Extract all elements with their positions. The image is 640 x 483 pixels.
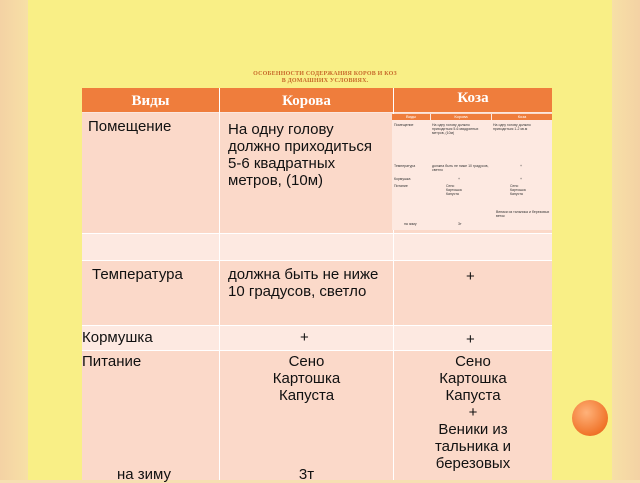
- mini-feeder-goat: +: [520, 177, 523, 181]
- food-goat-item: Капуста: [445, 387, 501, 404]
- food-goat-item: Сено: [455, 353, 491, 370]
- mini-header-cow: Корова: [431, 114, 491, 120]
- food-cow-item: Капуста: [278, 387, 335, 404]
- row-room-label: Помещение: [88, 118, 172, 135]
- embedded-table-thumbnail: [392, 114, 552, 230]
- row-divider: [82, 260, 552, 261]
- header-goat-label: Коза: [457, 90, 489, 106]
- slide-right-border: [612, 0, 640, 480]
- food-goat-item: +: [468, 404, 478, 421]
- row-divider: [82, 350, 552, 351]
- food-goat-item: тальника и: [434, 438, 512, 455]
- header-species-label: Виды: [131, 93, 170, 109]
- food-cow-item: Картошка: [272, 370, 341, 387]
- slide-title-line2: В ДОМАШНИХ УСЛОВИЯХ.: [281, 78, 369, 84]
- mini-feeder-label: Кормушка: [394, 177, 411, 181]
- row-room-cow: На одну голову должно приходиться 5-6 квадратных метров, (10м): [228, 121, 372, 189]
- food-goat-item: Веники из: [438, 421, 508, 438]
- mini-food-label: Питание: [394, 184, 408, 188]
- row-feeder-cow: +: [300, 329, 309, 346]
- mini-winter-cow: 3т: [458, 222, 462, 226]
- row-divider: [82, 233, 552, 234]
- col-divider-1: [219, 88, 220, 480]
- mini-feeder-cow: +: [458, 177, 461, 181]
- row-feeder-goat: +: [466, 331, 475, 348]
- mini-header-goat: Коза: [492, 114, 552, 120]
- row-food-winter-label: на зиму: [117, 466, 172, 483]
- food-cow-winter: 3т: [298, 466, 315, 483]
- row-empty: [82, 234, 552, 260]
- food-goat-list: [394, 353, 552, 472]
- mini-food-goat: Сено Картошка Капуста: [510, 184, 526, 196]
- row-food-label: Питание: [82, 353, 142, 370]
- header-cow-label: Корова: [282, 93, 331, 109]
- mini-room-cow: На одну голову должно приходиться 5-6 квадратных метров, (10м): [432, 123, 479, 135]
- food-goat-item: березовых: [435, 455, 511, 472]
- mini-winter-goat: Веники из тальника и березовых веток: [496, 210, 550, 218]
- row-feeder-label: Кормушка: [82, 329, 153, 346]
- header-cow: [220, 88, 393, 112]
- food-goat-item: Картошка: [439, 370, 507, 387]
- food-cow-list: [220, 353, 393, 404]
- header-species: [82, 88, 219, 112]
- mini-room-label: Помещение: [394, 123, 414, 127]
- slide-title-line1: ОСОБЕННОСТИ СОДЕРЖАНИЯ КОРОВ И КОЗ: [253, 71, 397, 77]
- mini-winter-label: на зиму: [404, 222, 417, 226]
- row-temperature-label: Температура: [92, 266, 183, 283]
- header-goat: [394, 88, 552, 112]
- mini-temp-goat: +: [520, 164, 523, 168]
- slide-left-border: [0, 0, 28, 480]
- row-temperature-goat: +: [466, 268, 475, 285]
- slide-title: [180, 71, 470, 85]
- row-divider: [82, 325, 552, 326]
- mini-header-species: Виды: [392, 114, 430, 120]
- row-temperature-cow: должна быть не ниже 10 градусов, светло: [228, 266, 379, 300]
- food-cow-item: Сено: [288, 353, 325, 370]
- mini-food-cow: Сено Картошка Капуста: [446, 184, 462, 196]
- mini-temp-label: Температура: [394, 164, 416, 168]
- mini-room-goat: На одну голову должно приходиться 1-2 кв.м: [493, 123, 531, 131]
- mini-temp-cow: должна быть не ниже 10 градусов, светло: [432, 164, 489, 172]
- decorative-orange-circle: [572, 400, 608, 436]
